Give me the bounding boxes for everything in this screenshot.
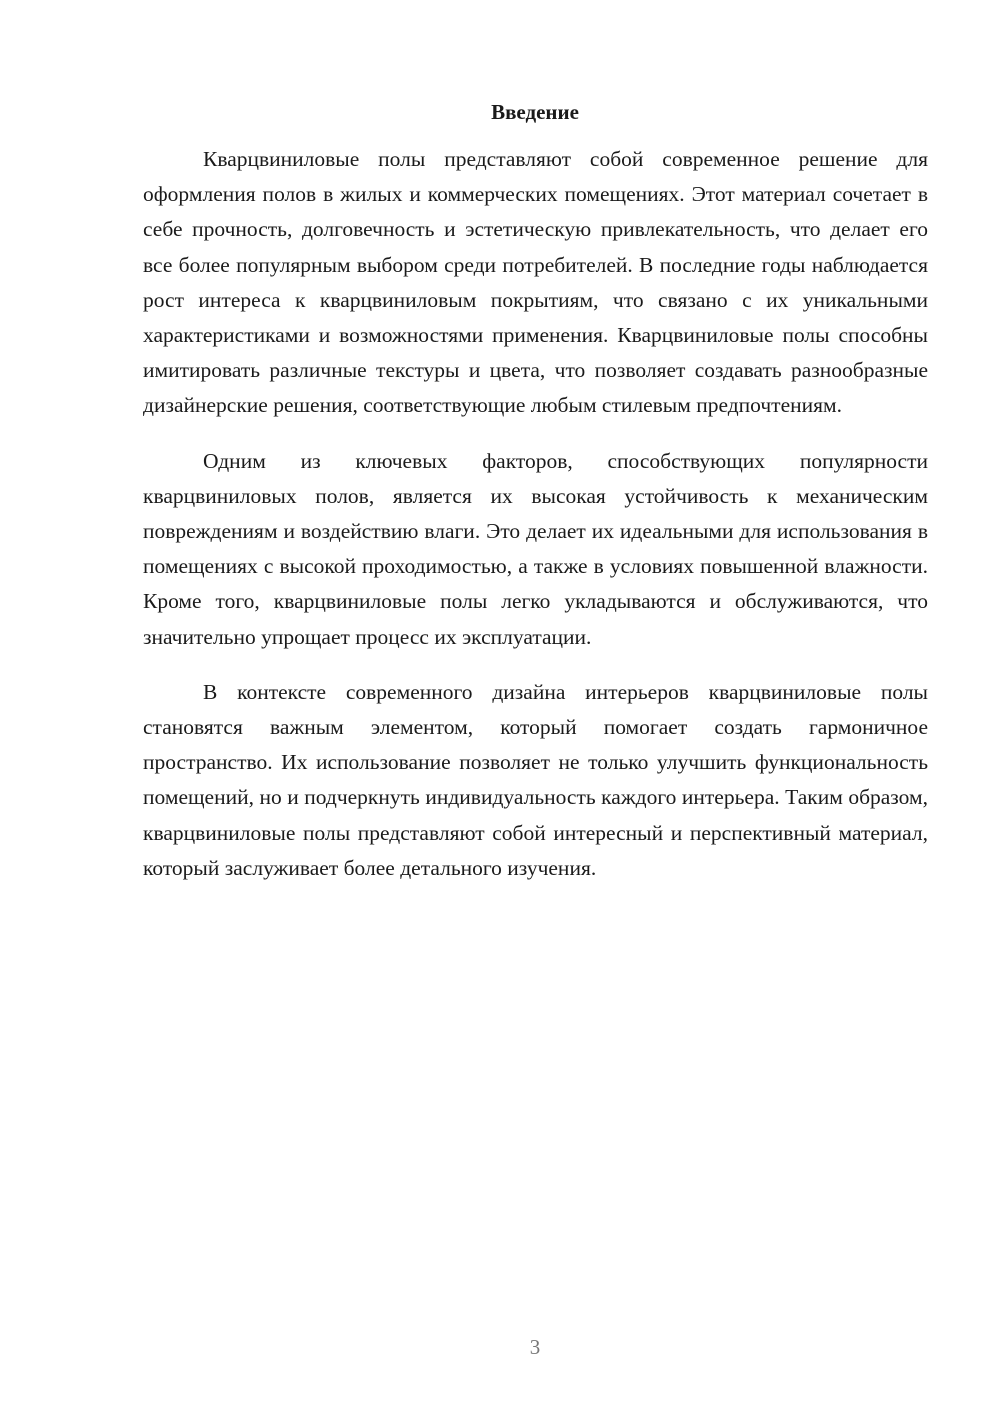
paragraph-3: В контексте современного дизайна интерьеров кварцвиниловые полы становятся важным элементом, который помогает создать гармоничное пространство. Их использование позволяет не только улучшить функциональность помещений, но и подчеркнуть индивидуальность каждого интерьера. Таким образом, кварцвиниловые полы представляют собой интересный и перспективный материал, который заслуживает более детального изучения. <box>143 679 928 880</box>
body-text <box>143 142 928 906</box>
paragraph-1: Кварцвиниловые полы представляют собой современное решение для оформления полов в жилых и коммерческих помещениях. Этот материал сочетает в себе прочность, долговечность и эстетическую привлекательность, что делает его все более популярным выбором среди потребителей. В последние годы наблюдается рост интереса к кварцвиниловым покрытиям, что связано с их уникальными характеристиками и возможностями применения. Кварцвиниловые полы способны имитировать различные текстуры и цвета, что позволяет создавать разнообразные дизайнерские решения, соответствующие любым стилевым предпочтениям. <box>143 147 928 418</box>
page-number: 3 <box>529 1335 541 1359</box>
section-heading: Введение <box>491 100 579 124</box>
paragraph-2: Одним из ключевых факторов, способствующих популярности кварцвиниловых полов, является их высокая устойчивость к механическим повреждениям и воздействию влаги. Это делает их идеальными для использования в помещениях с высокой проходимостью, а также в условиях повышенной влажности. Кроме того, кварцвиниловые полы легко укладываются и обслуживаются, что значительно упрощает процесс их эксплуатации. <box>143 448 928 649</box>
